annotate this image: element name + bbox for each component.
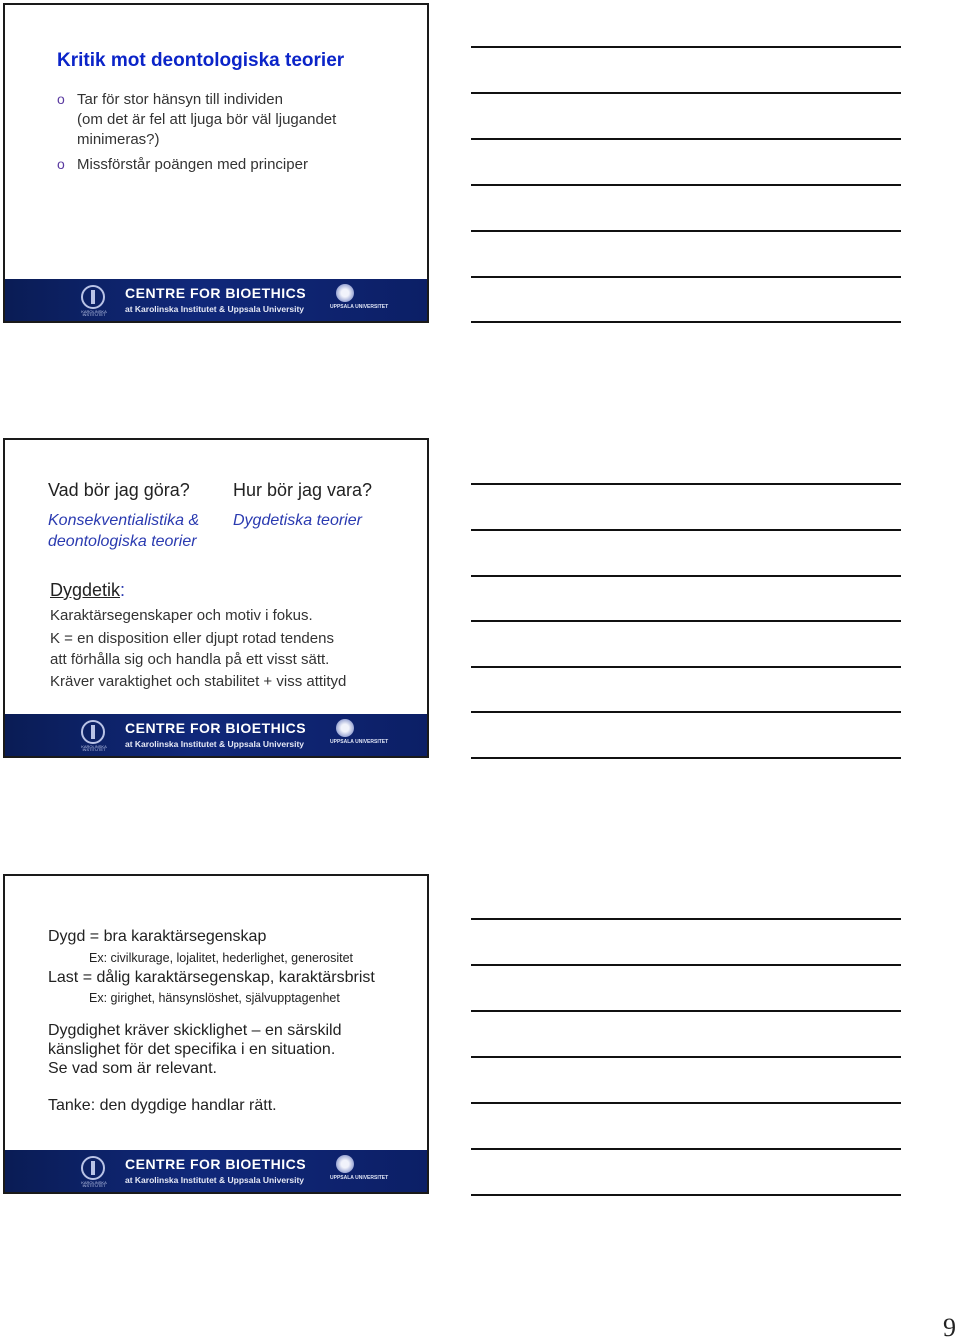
bullet-text-cont: minimeras?) bbox=[77, 131, 160, 148]
uppsala-logo-caption: UPPSALA UNIVERSITET bbox=[330, 739, 389, 745]
body-line: K = en disposition eller djupt rotad tendens bbox=[50, 630, 334, 647]
right-subheading: Dygdetiska teorier bbox=[233, 512, 362, 529]
karolinska-logo-icon bbox=[81, 720, 105, 744]
banner-title: CENTRE FOR BIOETHICS bbox=[125, 720, 307, 736]
bullet-text: Missförstår poängen med principer bbox=[77, 156, 308, 173]
note-line bbox=[471, 575, 901, 577]
page-number: 9 bbox=[943, 1313, 956, 1342]
note-line bbox=[471, 1102, 901, 1104]
paragraph-line: Dygdighet kräver skicklighet – en särskild bbox=[48, 1022, 342, 1039]
left-heading: Vad bör jag göra? bbox=[48, 480, 190, 500]
note-line bbox=[471, 1010, 901, 1012]
karolinska-logo-caption: KAROLINSKA INSTITUTET bbox=[81, 744, 107, 752]
bullet-text: Tar för stor hänsyn till individen bbox=[77, 91, 283, 108]
note-line bbox=[471, 1056, 901, 1058]
note-line bbox=[471, 184, 901, 186]
note-line bbox=[471, 666, 901, 668]
slide-title: Kritik mot deontologiska teorier bbox=[57, 50, 345, 71]
note-line bbox=[471, 276, 901, 278]
note-line bbox=[471, 321, 901, 323]
note-line bbox=[471, 918, 901, 920]
left-subheading-cont: deontologiska teorier bbox=[48, 533, 197, 550]
body-line: Kräver varaktighet och stabilitet + viss attityd bbox=[50, 673, 347, 690]
note-line bbox=[471, 529, 901, 531]
section-label-text: Dygdetik bbox=[50, 580, 121, 600]
uppsala-logo-caption: UPPSALA UNIVERSITET bbox=[330, 304, 389, 310]
note-line bbox=[471, 92, 901, 94]
note-line bbox=[471, 46, 901, 48]
note-line bbox=[471, 483, 901, 485]
slide-1 bbox=[3, 3, 429, 323]
uppsala-seal-icon bbox=[336, 1155, 354, 1173]
paragraph-line: Se vad som är relevant. bbox=[48, 1060, 217, 1077]
karolinska-logo-caption: KAROLINSKA INSTITUTET bbox=[81, 1180, 107, 1188]
banner-subtitle: at Karolinska Institutet & Uppsala University bbox=[125, 739, 305, 749]
note-line bbox=[471, 711, 901, 713]
section-label bbox=[50, 580, 125, 601]
footer-banner bbox=[5, 714, 427, 756]
note-line bbox=[471, 757, 901, 759]
example-line: Ex: civilkurage, lojalitet, hederlighet, generositet bbox=[89, 951, 354, 965]
uppsala-seal-icon bbox=[336, 284, 354, 302]
note-line bbox=[471, 1194, 901, 1196]
closing-line: Tanke: den dygdige handlar rätt. bbox=[48, 1097, 277, 1114]
banner-subtitle: at Karolinska Institutet & Uppsala University bbox=[125, 1175, 305, 1185]
footer-banner bbox=[5, 279, 427, 321]
note-line bbox=[471, 1148, 901, 1150]
bullet-text-cont: (om det är fel att ljuga bör väl ljugandet bbox=[77, 111, 337, 128]
banner-title: CENTRE FOR BIOETHICS bbox=[125, 1156, 307, 1172]
body-line: att förhålla sig och handla på ett visst sätt. bbox=[50, 651, 330, 668]
bullet-item bbox=[57, 90, 337, 148]
body-line: Karaktärsegenskaper och motiv i fokus. bbox=[50, 607, 313, 624]
body-line: Last = dålig karaktärsegenskap, karaktärsbrist bbox=[48, 969, 375, 986]
karolinska-logo-icon bbox=[81, 285, 105, 309]
banner-title: CENTRE FOR BIOETHICS bbox=[125, 285, 307, 301]
example-line: Ex: girighet, hänsynslöshet, självupptagenhet bbox=[89, 991, 340, 1005]
paragraph-line: känslighet för det specifika i en situation. bbox=[48, 1041, 336, 1058]
note-line bbox=[471, 138, 901, 140]
left-subheading: Konsekventialistika & bbox=[48, 512, 200, 529]
slide-2 bbox=[3, 438, 429, 758]
body-line: Dygd = bra karaktärsegenskap bbox=[48, 928, 267, 945]
footer-banner bbox=[5, 1150, 427, 1192]
bullet-item bbox=[57, 155, 308, 174]
karolinska-logo-icon bbox=[81, 1156, 105, 1180]
uppsala-logo-caption: UPPSALA UNIVERSITET bbox=[330, 1175, 389, 1181]
uppsala-seal-icon bbox=[336, 719, 354, 737]
section-label-colon: : bbox=[120, 580, 126, 600]
banner-subtitle: at Karolinska Institutet & Uppsala University bbox=[125, 304, 305, 314]
note-line bbox=[471, 230, 901, 232]
note-line bbox=[471, 964, 901, 966]
karolinska-logo-caption: KAROLINSKA INSTITUTET bbox=[81, 309, 107, 317]
note-line bbox=[471, 620, 901, 622]
bullet-marker: o bbox=[57, 91, 65, 107]
right-heading: Hur bör jag vara? bbox=[233, 480, 373, 500]
bullet-marker: o bbox=[57, 156, 65, 172]
slide-3 bbox=[3, 874, 429, 1194]
